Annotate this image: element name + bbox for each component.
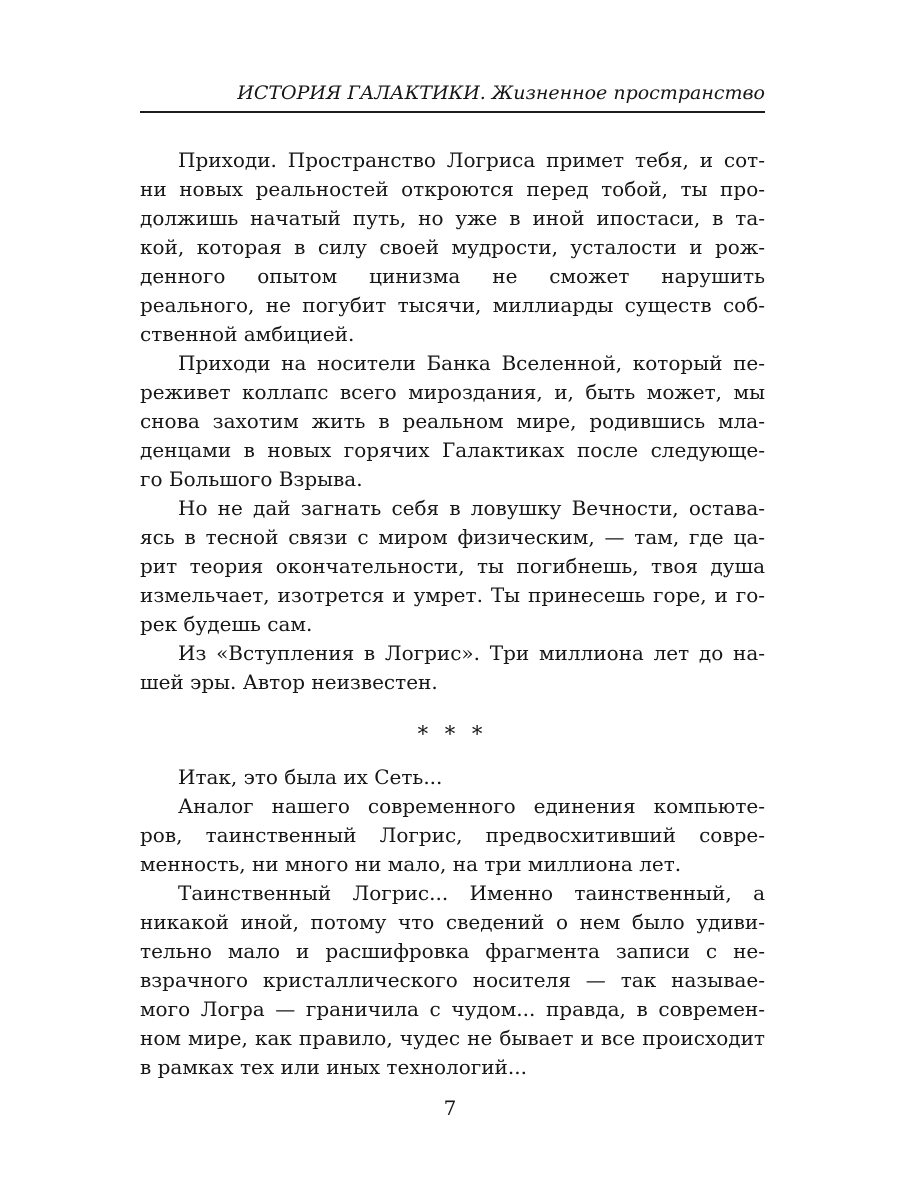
- text-block: [140, 82, 765, 1082]
- text-line: снова захотим жить в реальном мире, родившись мла-: [140, 409, 765, 433]
- text-line: рек будешь сам.: [140, 612, 313, 636]
- text-line: в рамках тех или иных технологий...: [140, 1055, 527, 1079]
- text-line: Приходи. Пространство Логриса примет тебя, и сот-: [178, 148, 765, 172]
- text-line: Аналог нашего современного единения компьюте-: [178, 794, 765, 818]
- text-line: мого Логра — граничила с чудом... правда, в современ-: [140, 997, 765, 1021]
- text-line: Приходи на носители Банка Вселенной, который пе-: [178, 351, 765, 375]
- paragraph: [140, 494, 765, 639]
- text-line: тельно мало и расшифровка фрагмента записи с не-: [140, 939, 765, 963]
- paragraph: [140, 349, 765, 494]
- text-line: измельчает, изотрется и умрет. Ты принесешь горе, и го-: [140, 583, 765, 607]
- text-line: ни новых реальностей откроются перед тобой, ты про-: [140, 177, 765, 201]
- text-line: Таинственный Логрис... Именно таинственный, а: [178, 881, 765, 905]
- section-separator: * * *: [417, 722, 488, 746]
- text-line: никакой иной, потому что сведений о нем было удиви-: [140, 910, 765, 934]
- text-line: Но не дай загнать себя в ловушку Вечности, остава-: [178, 496, 765, 520]
- text-line: ясь в тесной связи с миром физическим, — там, где ца-: [140, 525, 765, 549]
- text-line: должишь начатый путь, но уже в иной ипостаси, в та-: [140, 206, 765, 230]
- text-line: ров, таинственный Логрис, предвосхитивший совре-: [140, 823, 765, 847]
- page-number: 7: [443, 1096, 457, 1120]
- text-line: шей эры. Автор неизвестен.: [140, 670, 438, 694]
- text-line: кой, которая в силу своей мудрости, усталости и рож-: [140, 235, 765, 259]
- paragraph: [140, 879, 765, 1082]
- text-line: реживет коллапс всего мироздания, и, быть может, мы: [140, 380, 765, 404]
- text-line: взрачного кристаллического носителя — так называе-: [140, 968, 765, 992]
- text-line: денного опытом цинизма не сможет нарушить: [140, 264, 765, 288]
- text-line: рит теория окончательности, ты погибнешь, твоя душа: [140, 554, 765, 578]
- text-line: реального, не погубит тысячи, миллиарды существ соб-: [140, 293, 765, 317]
- text-line: ственной амбицией.: [140, 322, 355, 346]
- text-line: Из «Вступления в Логрис». Три миллиона лет до на-: [178, 641, 765, 665]
- text-line: ном мире, как правило, чудес не бывает и все происходит: [140, 1026, 765, 1050]
- text-line: менность, ни много ни мало, на три миллиона лет.: [140, 852, 682, 876]
- text-line: денцами в новых горячих Галактиках после следующе-: [140, 438, 765, 462]
- paragraph: [140, 639, 765, 697]
- page-body: [140, 146, 765, 1082]
- paragraph: [140, 792, 765, 879]
- paragraph: [140, 763, 765, 792]
- text-line: Итак, это была их Сеть...: [178, 765, 443, 789]
- text-line: го Большого Взрыва.: [140, 467, 363, 491]
- paragraph: [140, 146, 765, 349]
- running-header: ИСТОРИЯ ГАЛАКТИКИ. Жизненное пространство: [140, 82, 765, 113]
